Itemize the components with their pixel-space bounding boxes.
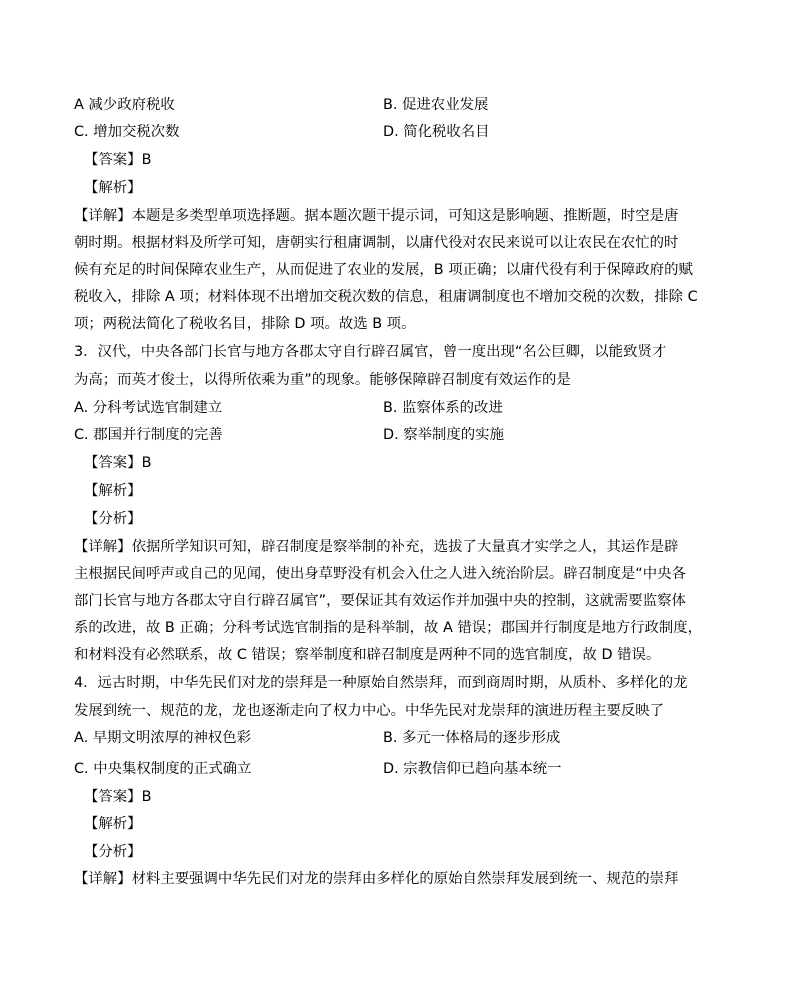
q2-detail-line: 朝时期。根据材料及所学可知，唐朝实行租庸调制，以庸代役对农民来说可以让农民在农忙的时	[74, 235, 679, 251]
q2-detail-line: 项；两税法简化了税收名目，排除 D 项。故选 B 项。	[74, 316, 416, 332]
q2-option-b: B. 促进农业发展	[383, 97, 489, 113]
q3-analysis-heading: 【解析】	[84, 483, 142, 499]
q2-analysis-heading: 【解析】	[84, 180, 142, 196]
q4-stem-line: 4．远古时期，中华先民们对龙的崇拜是一种原始自然崇拜，而到商周时期，从质朴、多样化的龙	[74, 675, 688, 691]
q3-option-d: D. 察举制度的实施	[383, 427, 504, 443]
q3-option-c: C. 郡国并行制度的完善	[74, 427, 223, 443]
q4-fenxi-heading: 【分析】	[84, 844, 142, 860]
q3-detail-line: 系的改进，故 B 正确；分科考试选官制指的是科举制，故 A 错误；郡国并行制度是地方行政制度，	[74, 620, 703, 636]
q3-fenxi-heading: 【分析】	[84, 511, 142, 527]
q3-detail-line: 【详解】依据所学知识可知，辟召制度是察举制的补充，选拔了大量真才实学之人，其运作是辟	[74, 539, 679, 555]
q4-answer: 【答案】B	[84, 789, 152, 805]
q3-detail-line: 和材料没有必然联系，故 C 错误；察举制度和辟召制度是两种不同的选官制度，故 D 错误。	[74, 647, 661, 663]
q4-option-b: B. 多元一体格局的逐步形成	[383, 730, 561, 746]
q3-option-b: B. 监察体系的改进	[383, 400, 503, 416]
q4-option-c: C. 中央集权制度的正式确立	[74, 761, 252, 777]
q3-answer: 【答案】B	[84, 455, 152, 471]
q2-option-d: D. 简化税收名目	[383, 124, 490, 140]
q4-option-a: A. 早期文明浓厚的神权色彩	[74, 730, 252, 746]
q3-stem-line: 为高；而英才俊士，以得所依乘为重”的现象。能够保障辟召制度有效运作的是	[74, 372, 571, 388]
q3-stem-line: 3．汉代，中央各部门长官与地方各郡太守自行辟召属官，曾一度出现“名公巨卿，以能致贤才	[74, 344, 667, 360]
q3-detail-line: 主根据民间呼声或自己的见闻，使出身草野没有机会入仕之人进入统治阶层。辟召制度是“中央各	[74, 566, 686, 582]
q2-detail-line: 税收入，排除 A 项；材料体现不出增加交税次数的信息，租庸调制度也不增加交税的次数，排除 C	[74, 289, 698, 305]
q3-option-a: A. 分科考试选官制建立	[74, 400, 223, 416]
q2-detail-line: 【详解】本题是多类型单项选择题。据本题次题干提示词，可知这是影响题、推断题，时空是唐	[74, 208, 679, 224]
q2-option-a: A 减少政府税收	[74, 97, 175, 113]
q2-option-c: C. 增加交税次数	[74, 124, 180, 140]
q4-detail-line: 【详解】材料主要强调中华先民们对龙的崇拜由多样化的原始自然崇拜发展到统一、规范的崇拜	[74, 871, 679, 887]
q2-detail-line: 候有充足的时间保障农业生产，从而促进了农业的发展，B 项正确；以庸代役有利于保障政府的赋	[74, 262, 693, 278]
q4-analysis-heading: 【解析】	[84, 816, 142, 832]
q2-answer: 【答案】B	[84, 152, 152, 168]
q4-stem-line: 发展到统一、规范的龙，龙也逐渐走向了权力中心。中华先民对龙崇拜的演进历程主要反映了	[74, 703, 665, 719]
q4-option-d: D. 宗教信仰已趋向基本统一	[383, 761, 562, 777]
q3-detail-line: 部门长官与地方各郡太守自行辟召属官”，要保证其有效运作并加强中央的控制，这就需要监察体	[74, 593, 686, 609]
